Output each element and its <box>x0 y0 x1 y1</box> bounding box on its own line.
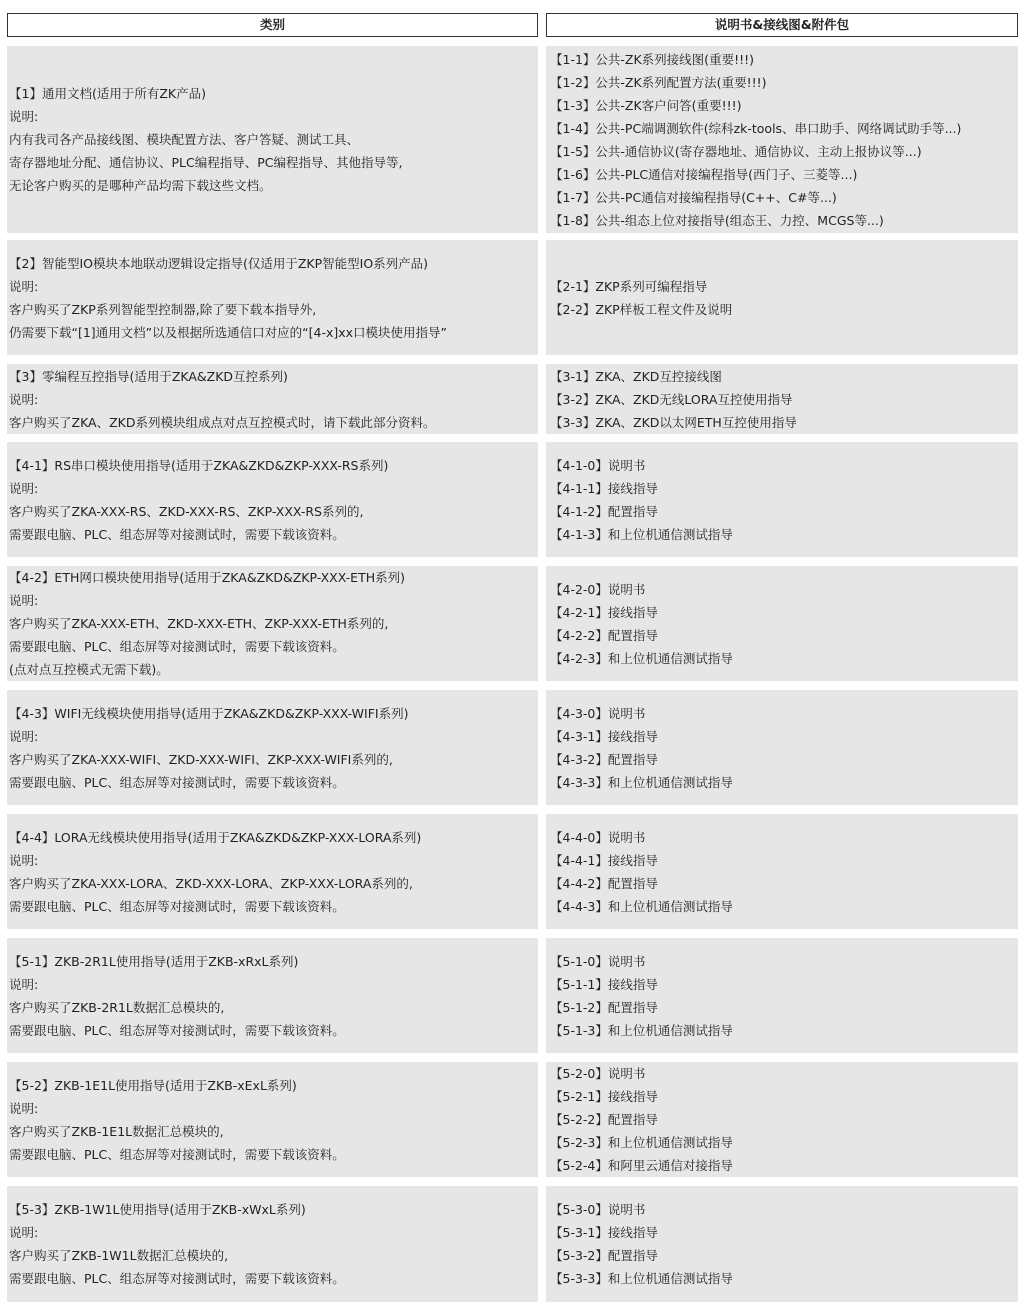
doc-item[interactable]: 【5-3-2】配置指导 <box>550 1248 658 1263</box>
doc-item[interactable]: 【5-1-1】接线指导 <box>550 976 658 992</box>
doc-item[interactable]: 【5-3-1】接线指导 <box>550 1225 658 1240</box>
docs-cell <box>546 240 1018 355</box>
category-text-line: 说明: <box>9 1100 39 1116</box>
category-text-line: 【4-3】WIFI无线模块使用指导(适用于ZKA&ZKD&ZKP-XXX-WIFI系列) <box>9 705 409 721</box>
doc-item[interactable]: 【4-3-3】和上位机通信测试指导 <box>550 774 733 790</box>
category-text-line: 客户购买了ZKA-XXX-LORA、ZKD-XXX-LORA、ZKP-XXX-LORA系列的, <box>9 875 413 891</box>
doc-item[interactable]: 【3-1】ZKA、ZKD互控接线图 <box>550 368 722 384</box>
doc-item[interactable]: 【5-2-1】接线指导 <box>550 1089 658 1104</box>
doc-item[interactable]: 【4-4-0】说明书 <box>550 829 646 845</box>
doc-item[interactable]: 【1-5】公共-通信协议(寄存器地址、通信协议、主动上报协议等...) <box>550 143 922 159</box>
table-row <box>0 240 1024 355</box>
category-column-header: 类别 <box>7 13 538 37</box>
doc-item[interactable]: 【4-2-2】配置指导 <box>550 627 658 643</box>
category-text-line: 需要跟电脑、PLC、组态屏等对接测试时，需要下载该资料。 <box>9 898 345 914</box>
category-cell <box>7 364 538 434</box>
docs-cell <box>546 442 1018 557</box>
category-text-line: 客户购买了ZKB-1E1L数据汇总模块的, <box>9 1123 224 1139</box>
doc-item[interactable]: 【4-3-0】说明书 <box>550 705 646 721</box>
category-cell <box>7 1062 538 1177</box>
category-text-line: 需要跟电脑、PLC、组态屏等对接测试时，需要下载该资料。 <box>9 1022 345 1038</box>
category-text-line: 说明: <box>9 278 39 294</box>
doc-item[interactable]: 【3-3】ZKA、ZKD以太网ETH互控使用指导 <box>550 414 797 430</box>
category-text-line: 无论客户购买的是哪种产品均需下载这些文档。 <box>9 178 272 193</box>
doc-item[interactable]: 【1-6】公共-PLC通信对接编程指导(西门子、三菱等...) <box>550 166 858 182</box>
docs-cell <box>546 1186 1018 1302</box>
docs-cell <box>546 46 1018 233</box>
doc-item[interactable]: 【4-2-1】接线指导 <box>550 604 658 620</box>
docs-column-header: 说明书&接线图&附件包 <box>546 13 1018 37</box>
category-text-line: 【5-2】ZKB-1E1L使用指导(适用于ZKB-xExL系列) <box>9 1077 297 1093</box>
doc-item[interactable]: 【1-2】公共-ZK系列配置方法(重要!!!) <box>550 74 767 90</box>
table-row <box>0 442 1024 557</box>
category-cell <box>7 690 538 805</box>
docs-cell <box>546 814 1018 929</box>
doc-item[interactable]: 【4-3-2】配置指导 <box>550 751 658 767</box>
doc-item[interactable]: 【4-2-0】说明书 <box>550 581 646 597</box>
doc-item[interactable]: 【4-4-1】接线指导 <box>550 852 658 868</box>
table-row <box>0 1062 1024 1177</box>
category-cell <box>7 240 538 355</box>
doc-item[interactable]: 【4-1-0】说明书 <box>550 457 646 473</box>
doc-item[interactable]: 【1-1】公共-ZK系列接线图(重要!!!) <box>550 51 754 67</box>
category-text-line: 需要跟电脑、PLC、组态屏等对接测试时，需要下载该资料。 <box>9 1271 345 1286</box>
category-cell <box>7 1186 538 1302</box>
doc-item[interactable]: 【4-1-3】和上位机通信测试指导 <box>550 526 733 542</box>
category-text-line: 【4-2】ETH网口模块使用指导(适用于ZKA&ZKD&ZKP-XXX-ETH系列) <box>9 570 405 585</box>
table-row <box>0 814 1024 929</box>
category-text-line: 说明: <box>9 391 39 407</box>
doc-item[interactable]: 【5-1-2】配置指导 <box>550 999 658 1015</box>
doc-item[interactable]: 【5-2-3】和上位机通信测试指导 <box>550 1135 733 1150</box>
category-text-line: 寄存器地址分配、通信协议、PLC编程指导、PC编程指导、其他指导等, <box>9 155 403 170</box>
category-text-line: 仍需要下载“[1]通用文档”以及根据所选通信口对应的“[4-x]xx口模块使用指导” <box>9 324 448 340</box>
table-row <box>0 566 1024 681</box>
category-cell <box>7 46 538 233</box>
docs-cell <box>546 364 1018 434</box>
doc-item[interactable]: 【1-7】公共-PC通信对接编程指导(C++、C#等...) <box>550 189 837 205</box>
doc-item[interactable]: 【5-2-4】和阿里云通信对接指导 <box>550 1158 733 1173</box>
category-text-line: 需要跟电脑、PLC、组态屏等对接测试时，需要下载该资料。 <box>9 774 345 790</box>
category-text-line: 说明: <box>9 480 39 496</box>
doc-item[interactable]: 【2-1】ZKP系列可编程指导 <box>550 278 708 294</box>
category-text-line: 【2】智能型IO模块本地联动逻辑设定指导(仅适用于ZKP智能型IO系列产品) <box>9 255 429 271</box>
category-cell <box>7 566 538 681</box>
table-row <box>0 1186 1024 1302</box>
category-text-line: 客户购买了ZKA、ZKD系列模块组成点对点互控模式时，请下载此部分资料。 <box>9 414 436 430</box>
category-text-line: 【4-1】RS串口模块使用指导(适用于ZKA&ZKD&ZKP-XXX-RS系列) <box>9 457 389 473</box>
table-row <box>0 690 1024 805</box>
table-row <box>0 364 1024 434</box>
category-cell <box>7 938 538 1053</box>
doc-item[interactable]: 【5-1-0】说明书 <box>550 953 646 969</box>
category-text-line: 说明: <box>9 728 39 744</box>
doc-item[interactable]: 【5-3-3】和上位机通信测试指导 <box>550 1271 733 1286</box>
category-cell <box>7 442 538 557</box>
category-text-line: 客户购买了ZKB-2R1L数据汇总模块的, <box>9 999 225 1015</box>
doc-item[interactable]: 【3-2】ZKA、ZKD无线LORA互控使用指导 <box>550 391 793 407</box>
doc-item[interactable]: 【5-2-2】配置指导 <box>550 1112 658 1127</box>
doc-item[interactable]: 【4-1-2】配置指导 <box>550 503 658 519</box>
category-text-line: 客户购买了ZKA-XXX-WIFI、ZKD-XXX-WIFI、ZKP-XXX-WIFI系列的, <box>9 751 393 767</box>
category-text-line: 说明: <box>9 109 39 124</box>
table-row <box>0 938 1024 1053</box>
category-cell <box>7 814 538 929</box>
category-text-line: (点对点互控模式无需下载)。 <box>9 662 169 677</box>
category-text-line: 【5-3】ZKB-1W1L使用指导(适用于ZKB-xWxL系列) <box>9 1202 306 1217</box>
category-text-line: 【4-4】LORA无线模块使用指导(适用于ZKA&ZKD&ZKP-XXX-LORA系列) <box>9 829 422 845</box>
category-text-line: 说明: <box>9 593 39 608</box>
category-text-line: 【3】零编程互控指导(适用于ZKA&ZKD互控系列) <box>9 368 288 384</box>
doc-item[interactable]: 【5-2-0】说明书 <box>550 1066 646 1081</box>
doc-item[interactable]: 【4-3-1】接线指导 <box>550 728 658 744</box>
category-text-line: 内有我司各产品接线图、模块配置方法、客户答疑、测试工具、 <box>9 132 360 147</box>
doc-item[interactable]: 【1-4】公共-PC端调测软件(综科zk-tools、串口助手、网络调试助手等...) <box>550 120 962 136</box>
category-text-line: 客户购买了ZKA-XXX-RS、ZKD-XXX-RS、ZKP-XXX-RS系列的, <box>9 503 364 519</box>
category-text-line: 客户购买了ZKB-1W1L数据汇总模块的, <box>9 1248 229 1263</box>
docs-cell <box>546 938 1018 1053</box>
table-row <box>0 46 1024 233</box>
docs-cell <box>546 690 1018 805</box>
doc-item[interactable]: 【5-3-0】说明书 <box>550 1202 646 1217</box>
category-text-line: 说明: <box>9 1225 39 1240</box>
category-text-line: 客户购买了ZKP系列智能型控制器,除了要下载本指导外, <box>9 301 317 317</box>
doc-item[interactable]: 【4-1-1】接线指导 <box>550 480 658 496</box>
category-text-line: 需要跟电脑、PLC、组态屏等对接测试时，需要下载该资料。 <box>9 526 345 542</box>
category-text-line: 【1】通用文档(适用于所有ZK产品) <box>9 86 206 101</box>
category-text-line: 说明: <box>9 976 39 992</box>
doc-item[interactable]: 【4-4-2】配置指导 <box>550 875 658 891</box>
category-text-line: 需要跟电脑、PLC、组态屏等对接测试时，需要下载该资料。 <box>9 639 345 654</box>
category-text-line: 说明: <box>9 852 39 868</box>
doc-item[interactable]: 【1-3】公共-ZK客户问答(重要!!!) <box>550 97 742 113</box>
doc-item[interactable]: 【5-1-3】和上位机通信测试指导 <box>550 1022 733 1038</box>
category-text-line: 客户购买了ZKA-XXX-ETH、ZKD-XXX-ETH、ZKP-XXX-ETH系列的, <box>9 616 389 631</box>
docs-cell <box>546 1062 1018 1177</box>
docs-cell <box>546 566 1018 681</box>
doc-item[interactable]: 【4-4-3】和上位机通信测试指导 <box>550 898 733 914</box>
category-text-line: 需要跟电脑、PLC、组态屏等对接测试时，需要下载该资料。 <box>9 1146 345 1162</box>
doc-item[interactable]: 【2-2】ZKP样板工程文件及说明 <box>550 301 733 317</box>
doc-item[interactable]: 【4-2-3】和上位机通信测试指导 <box>550 650 733 666</box>
doc-item[interactable]: 【1-8】公共-组态上位对接指导(组态王、力控、MCGS等...) <box>550 212 884 228</box>
category-text-line: 【5-1】ZKB-2R1L使用指导(适用于ZKB-xRxL系列) <box>9 953 299 969</box>
